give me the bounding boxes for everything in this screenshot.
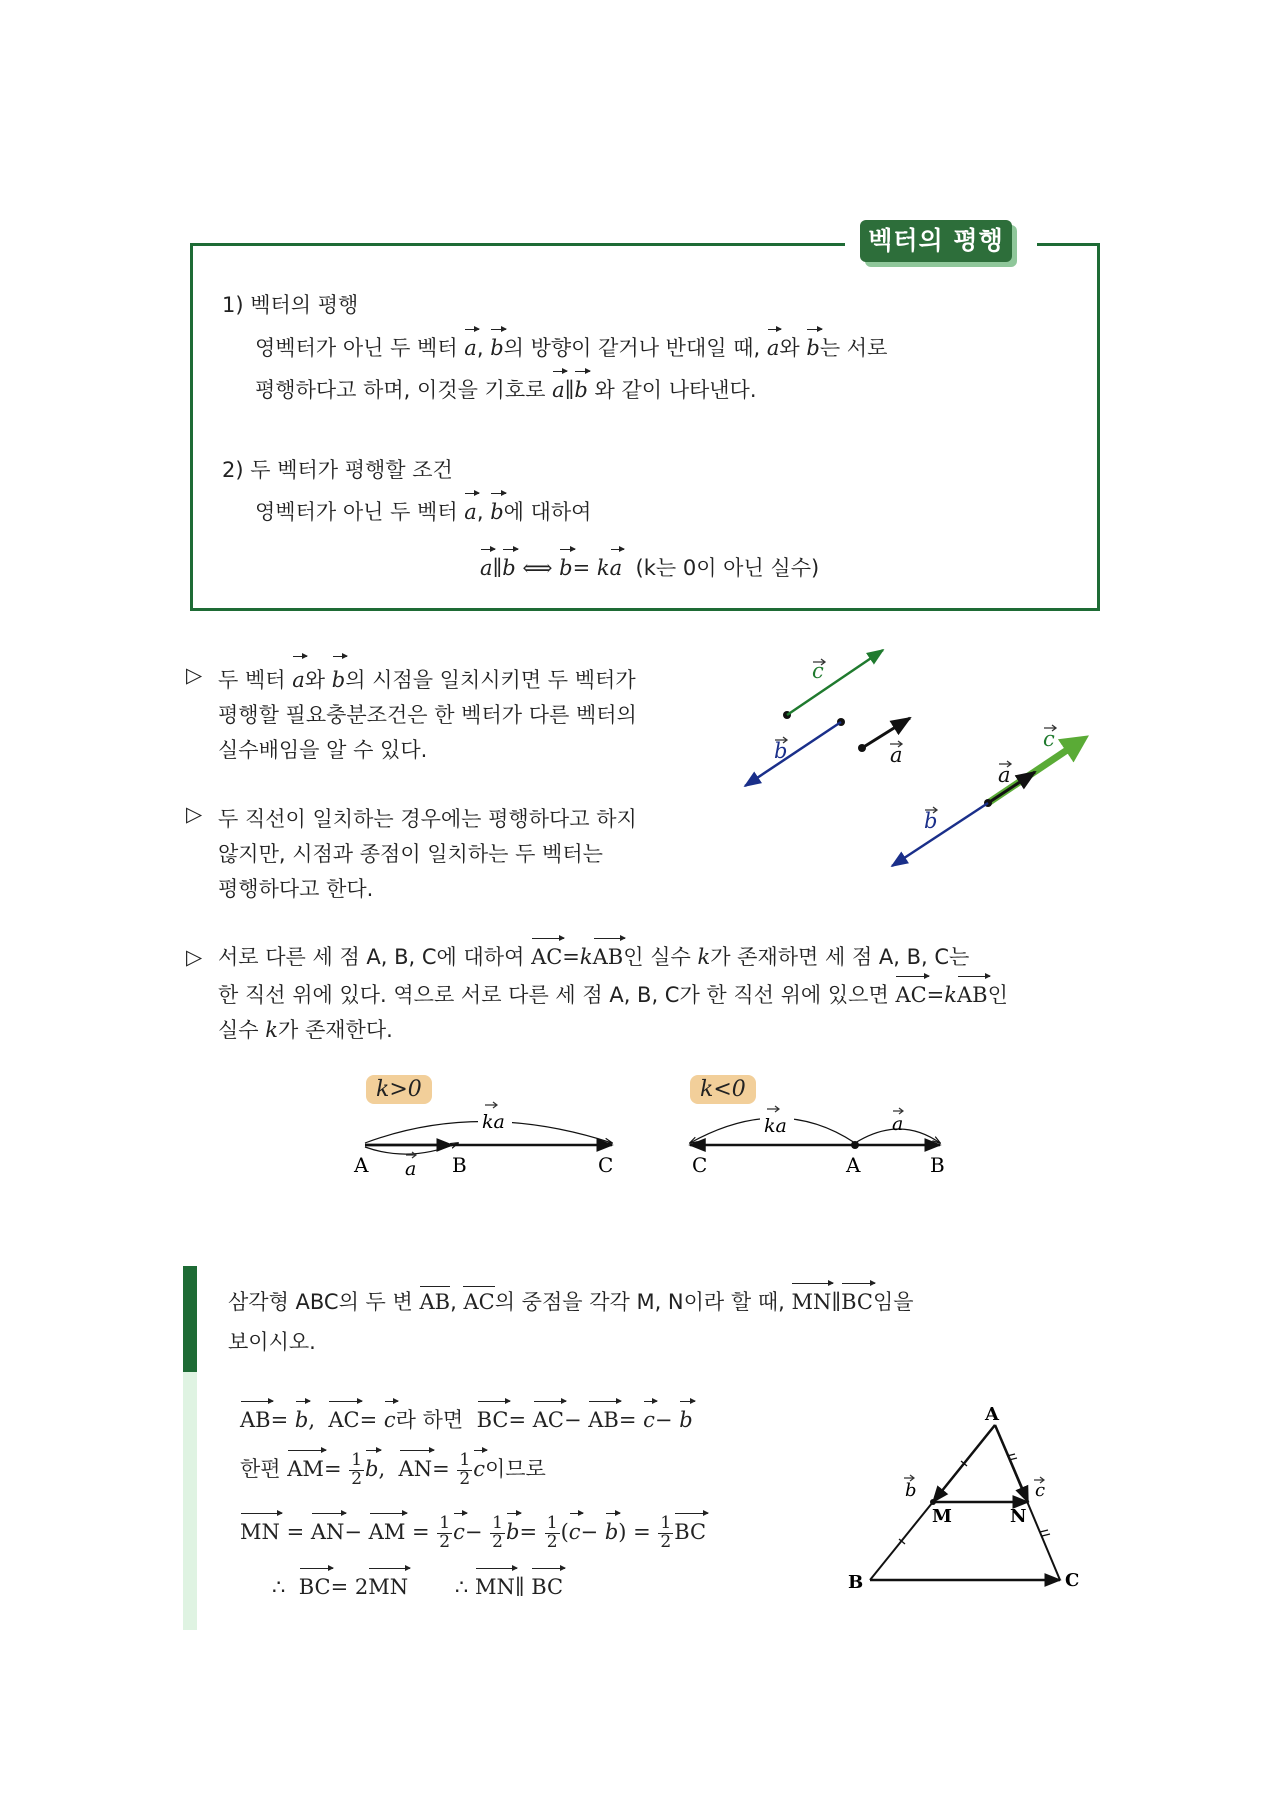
svg-text:B: B (848, 1572, 864, 1593)
svg-text:A: A (846, 1153, 861, 1177)
parallel-condition-formula: a∥b ⟺ b= ka (k는 0이 아닌 실수) (480, 556, 820, 580)
svg-text:c: c (1035, 1480, 1046, 1501)
svg-text:A: A (354, 1153, 369, 1177)
note1-text: 두 벡터 a와 b의 시점을 일치시키면 두 벡터가 평행할 필요충분조건은 한 벡터가 다른 벡터의 실수배임을 알 수 있다. (218, 663, 637, 768)
solution-line2: 한편 AM= $\frac{1}{2}$ b, AN= $\frac{1}{2}$ c이므로 (240, 1450, 546, 1489)
svg-text:B: B (452, 1153, 467, 1177)
problem-line2: 보이시오. (228, 1330, 316, 1354)
vector-b-upper (745, 718, 845, 786)
vector-a-lower (988, 763, 1035, 803)
example-bar (183, 1266, 197, 1372)
svg-text:b: b (905, 1480, 917, 1501)
svg-text:B: B (930, 1153, 945, 1177)
solution-line1: AB= b, AC= c라 하면 BC= AC− AB= c− b (240, 1408, 693, 1432)
vector-c-upper (783, 650, 883, 719)
collinear-figure (340, 1095, 960, 1185)
svg-text:b: b (774, 739, 788, 763)
svg-text:M: M (932, 1506, 952, 1527)
item1-title: 1) 벡터의 평행 (222, 293, 359, 317)
svg-text:a: a (998, 763, 1011, 787)
svg-text:N: N (1010, 1506, 1027, 1527)
k-negative-diagram (690, 1113, 945, 1177)
svg-text:c: c (1043, 727, 1055, 751)
svg-text:a: a (405, 1158, 417, 1180)
svg-text:c: c (812, 659, 824, 683)
solution-bar (183, 1372, 197, 1630)
note2-text: 두 직선이 일치하는 경우에는 평행하다고 하지 않지만, 시점과 종점이 일치하는 두 벡터는 평행하다고 한다. (218, 807, 637, 901)
definition-tag: 벡터의 평행 (860, 220, 1012, 262)
svg-text:C: C (598, 1153, 614, 1177)
svg-text:ka: ka (764, 1115, 787, 1137)
svg-text:a: a (890, 743, 903, 767)
note1-bullet: ▷ (186, 663, 203, 687)
triangle-figure (840, 1400, 1100, 1605)
note3-line3: 실수 k가 존재한다. (218, 1018, 393, 1042)
svg-text:a: a (892, 1113, 904, 1135)
item1-line2: 평행하다고 하며, 이것을 기호로 a∥b 와 같이 나타낸다. (255, 378, 757, 402)
solution-line3: MN = AN− AM = $\frac{1}{2}$ c− $\frac{1}{2}$ b= $\frac{1}{2}$ (c− b) = $\frac{1}{2}$ BC (240, 1513, 707, 1552)
vector-a-upper (858, 718, 910, 767)
note3-line2: 한 직선 위에 있다. 역으로 서로 다른 세 점 A, B, C가 한 직선 위에 있으면 AC=kAB인 (218, 983, 1008, 1007)
note3-bullet: ▷ (186, 945, 203, 969)
svg-text:A: A (985, 1404, 999, 1425)
svg-text:C: C (692, 1153, 708, 1177)
item2-line1: 영벡터가 아닌 두 벡터 a, b에 대하여 (255, 500, 592, 524)
item2-title: 2) 두 벡터가 평행할 조건 (222, 458, 453, 482)
svg-text:b: b (924, 809, 938, 833)
note2-bullet: ▷ (186, 802, 203, 826)
solution-line4: ∴ BC= 2MN ∴ MN∥ BC (272, 1575, 564, 1599)
k-positive-label: k>0 (366, 1075, 432, 1104)
parallel-vectors-figure (730, 640, 1100, 880)
k-positive-diagram (353, 1109, 613, 1180)
svg-text:ka: ka (482, 1111, 505, 1133)
svg-text:C: C (1065, 1570, 1080, 1591)
k-negative-label: k<0 (690, 1075, 756, 1104)
problem-line1: 삼각형 ABC의 두 변 AB, AC의 중점을 각각 M, N이라 할 때, MN∥BC임을 (228, 1290, 914, 1314)
vector-b-lower (892, 799, 992, 866)
item1-line1: 영벡터가 아닌 두 벡터 a, b의 방향이 같거나 반대일 때, a와 b는 서로 (255, 336, 888, 360)
note3-line1: 서로 다른 세 점 A, B, C에 대하여 AC=kAB인 실수 k가 존재하면 세 점 A, B, C는 (218, 945, 970, 969)
